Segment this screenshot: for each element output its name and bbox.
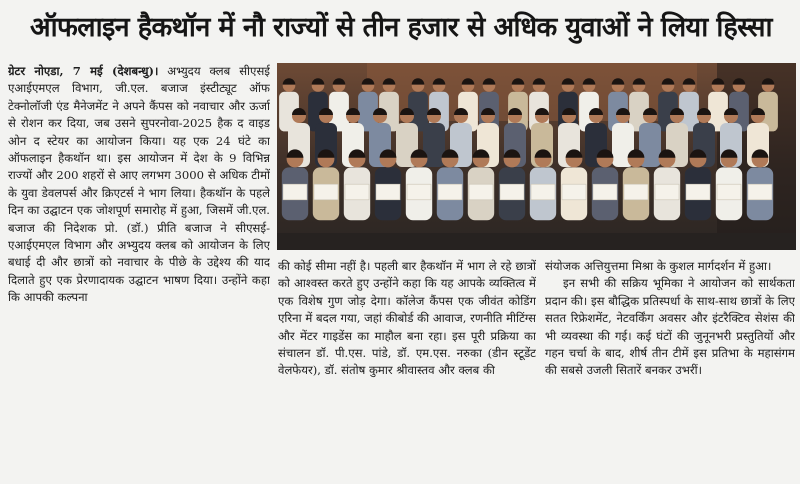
headline: ऑफलाइन हैकथॉन में नौ राज्यों से तीन हजार से अधिक युवाओं ने लिया हिस्सा [30, 12, 772, 43]
dateline: ग्रेटर नोएडा, 7 मई (देशबन्धु)। [8, 64, 159, 78]
article-column-3 [545, 258, 795, 480]
floor [277, 233, 796, 250]
group-photo [277, 63, 796, 250]
column-3-paragraph-2: इन सभी की सक्रिय भूमिका ने आयोजन को सार्थकता प्रदान की। इस बौद्धिक प्रतिस्पर्धा के साथ-साथ छात्रों के लिए सतत रिफ्रेशमेंट, नेटवर्किंग अवसर और इंटरैक्टिव सेशंस की भी व्यवस्था की गई। कई घंटों की जुनूनभरी प्रस्तुतियों और गहन चर्चा के बाद, शीर्ष तीन टीमें इस प्रतिभा के महासंगम की सबसे उजली सितारें बनकर उभरीं। [545, 276, 795, 378]
column-3-paragraph-1: संयोजक अत्तियुत्तमा मिश्रा के कुशल मार्गदर्शन में हुआ। [545, 259, 772, 273]
article-column-2 [278, 258, 536, 480]
column-2-text: की कोई सीमा नहीं है। पहली बार हैकथॉन में भाग ले रहे छात्रों को आश्वस्त करते हुए उन्होंने कहा कि यह आपके व्यक्तित्व में एक विशेष गुण जोड़ देगा। कॉलेज कैंपस एक जीवंत कोडिंग एरिना में बदल गया, जहां कीबोर्ड की आवाज, रणनीति मीटिंग्स और मेंटर गाइडेंस का माहौल बना रहा। इस पूरी प्रक्रिया का संचालन डॉ. पी.एस. पांडे, डॉ. एम.एस. नरुका (डीन स्टूडेंट वेलफेयर), डॉ. संतोष कुमार श्रीवास्तव और क्लब की [278, 259, 536, 378]
column-1-text: अभ्युदय क्लब सीएसई एआईएमएल विभाग, जी.एल. बजाज इंस्टीट्यूट ऑफ टेक्नोलॉजी एंड मैनेजमेंट ने अपने कैंपस को नवाचार और ऊर्जा से रोशन कर दिया, जब उसने सुपरनोवा-2025 हैक द वाइड ओन द स्टेयर का आयोजन किया। यह एक 24 घंटे का ऑफलाइन हैकथॉन था। इस आयोजन में देश के 9 विभिन्न राज्यों और 200 शहरों से आए लगभग 3000 से अधिक टीमों के युवा डेवलपर्स और क्रिएटर्स ने भाग लिया। हैकथॉन के पहले दिन का उद्घाटन एक जोशपूर्ण समारोह में हुआ, जिसमें जी.एल. बजाज की निदेशक प्रो. (डॉ.) प्रीति बजाज ने सीएसई-एआईएमएल विभाग और अभ्युदय क्लब को आयोजन के लिए बधाई दी और छात्रों को नवाचार के पीछे के उद्देश्य की याद दिलाते हुए एक प्रेरणादायक उद्घाटन भाषण दिया। उन्होंने कहा कि आपकी कल्पना [8, 64, 270, 305]
article-column-1 [8, 63, 270, 481]
group-photo-illustration [277, 63, 796, 250]
